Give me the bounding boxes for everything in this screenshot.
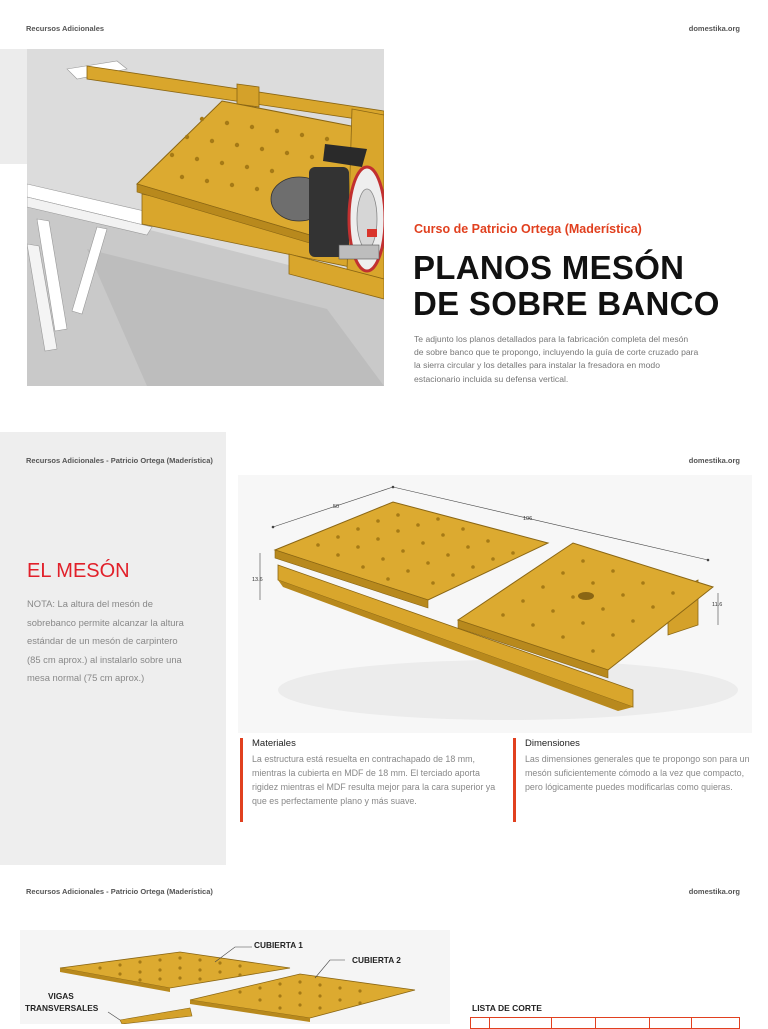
table-col-divider — [489, 1018, 490, 1028]
course-label: Curso de Patricio Ortega (Maderística) — [414, 222, 642, 236]
header-right: domestika.org — [688, 456, 740, 465]
table-col-divider — [691, 1018, 692, 1028]
dim-label-11-6: 11.6 — [712, 602, 723, 608]
label-vigas-line1: VIGAS — [48, 991, 74, 1001]
materiales-title: Materiales — [252, 738, 296, 749]
header-right: domestika.org — [688, 887, 740, 896]
meson-dimensioned-render — [238, 475, 752, 733]
dimensiones-block — [513, 738, 755, 822]
dimensiones-body: Las dimensiones generales que te propongo son para un mesón suficientemente cómodo a la vez que compacto, pero lógicamente puedes modificarlas como quieras. — [525, 754, 750, 792]
header-left: Recursos Adicionales - Patricio Ortega (Maderística) — [26, 456, 213, 465]
label-cubierta-1: CUBIERTA 1 — [254, 940, 303, 950]
section-heading: EL MESÓN — [27, 560, 130, 582]
materiales-block — [240, 738, 502, 822]
height-note: NOTA: La altura del mesón de sobrebanco permite alcanzar la altura estándar de un mesón de carpintero (85 cm aprox.) al instalarlo sobre una mesa normal (75 cm aprox.) — [27, 598, 184, 684]
intro-description: Te adjunto los planos detallados para la fabricación completa del mesón de sobre banco que te propongo, incluyendo la guía de corte cruzado para la sierra circular y los detalles para instalar la fresadora en modo estacionario incluida su defensa vertical. — [414, 334, 699, 384]
table-col-divider — [551, 1018, 552, 1028]
page-title — [413, 250, 720, 322]
table-col-divider — [649, 1018, 650, 1028]
cut-list-title: LISTA DE CORTE — [472, 1003, 542, 1013]
label-cubierta-2: CUBIERTA 2 — [352, 955, 401, 965]
header-left: Recursos Adicionales - Patricio Ortega (Maderística) — [26, 887, 213, 896]
materiales-body: La estructura está resuelta en contrachapado de 18 mm, mientras la cubierta en MDF de 18 mm. El terciado aporta rigidez mientras el MDF resulta mejor para la cara superior ya que es perfectamente plano y más suave. — [252, 754, 496, 806]
workbench-circular-saw-render — [27, 49, 384, 386]
dim-label-50: 50 — [333, 504, 340, 510]
dim-label-13-6: 13.6 — [252, 577, 263, 583]
header-left: Recursos Adicionales — [26, 24, 105, 33]
dimensiones-title: Dimensiones — [525, 738, 580, 749]
title-line-2: DE SOBRE BANCO — [413, 285, 720, 322]
dim-label-106: 106 — [523, 516, 533, 522]
label-vigas-line2: TRANSVERSALES — [25, 1003, 99, 1013]
cut-list-table — [470, 1017, 740, 1029]
title-line-1: PLANOS MESÓN — [413, 249, 685, 286]
header-right: domestika.org — [688, 24, 740, 33]
grey-accent-block — [0, 49, 27, 164]
table-col-divider — [595, 1018, 596, 1028]
